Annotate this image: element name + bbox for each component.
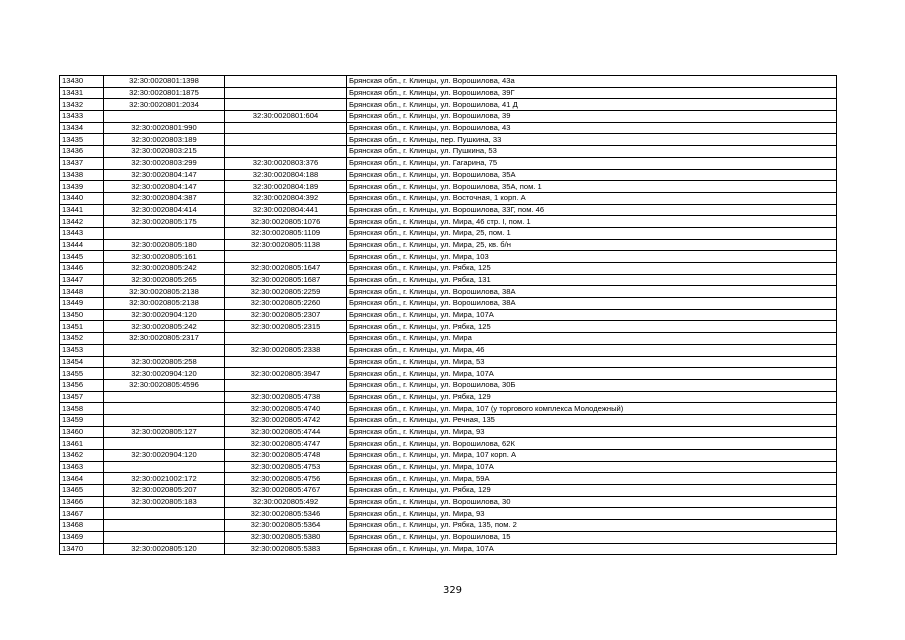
- address-cell: Брянская обл., г. Клинцы, ул. Ворошилова, 35А, пом. 1: [347, 181, 837, 193]
- building-cadastral-number-cell: 32:30:0020804:189: [225, 181, 347, 193]
- row-number-cell: 13461: [60, 438, 104, 450]
- row-number-cell: 13453: [60, 344, 104, 356]
- address-cell: Брянская обл., г. Клинцы, ул. Мира, 93: [347, 508, 837, 520]
- address-cell: Брянская обл., г. Клинцы, ул. Мира, 107А: [347, 368, 837, 380]
- parcel-cadastral-number-cell: 32:30:0020805:175: [104, 216, 225, 228]
- parcel-cadastral-number-cell: [104, 111, 225, 123]
- row-number-cell: 13443: [60, 227, 104, 239]
- row-number-cell: 13464: [60, 473, 104, 485]
- building-cadastral-number-cell: 32:30:0020805:1076: [225, 216, 347, 228]
- address-cell: Брянская обл., г. Клинцы, ул. Ворошилова, 30Б: [347, 379, 837, 391]
- address-cell: Брянская обл., г. Клинцы, ул. Гагарина, 75: [347, 157, 837, 169]
- row-number-cell: 13441: [60, 204, 104, 216]
- row-number-cell: 13459: [60, 414, 104, 426]
- address-cell: Брянская обл., г. Клинцы, ул. Мира, 93: [347, 426, 837, 438]
- parcel-cadastral-number-cell: 32:30:0020803:189: [104, 134, 225, 146]
- parcel-cadastral-number-cell: 32:30:0020803:215: [104, 146, 225, 158]
- row-number-cell: 13431: [60, 87, 104, 99]
- table-row: [60, 496, 837, 508]
- parcel-cadastral-number-cell: [104, 520, 225, 532]
- parcel-cadastral-number-cell: [104, 461, 225, 473]
- parcel-cadastral-number-cell: 32:30:0020805:120: [104, 543, 225, 555]
- table-row: [60, 239, 837, 251]
- table-row: [60, 76, 837, 88]
- row-number-cell: 13444: [60, 239, 104, 251]
- address-cell: Брянская обл., г. Клинцы, ул. Рябка, 129: [347, 485, 837, 497]
- parcel-cadastral-number-cell: 32:30:0020805:258: [104, 356, 225, 368]
- table-row: [60, 286, 837, 298]
- address-cell: Брянская обл., г. Клинцы, ул. Рябка, 131: [347, 274, 837, 286]
- building-cadastral-number-cell: 32:30:0020805:1109: [225, 227, 347, 239]
- building-cadastral-number-cell: 32:30:0020804:441: [225, 204, 347, 216]
- parcel-cadastral-number-cell: 32:30:0020801:1875: [104, 87, 225, 99]
- address-cell: Брянская обл., г. Клинцы, ул. Рябка, 125: [347, 321, 837, 333]
- building-cadastral-number-cell: 32:30:0020805:4740: [225, 403, 347, 415]
- parcel-cadastral-number-cell: 32:30:0020804:414: [104, 204, 225, 216]
- row-number-cell: 13455: [60, 368, 104, 380]
- building-cadastral-number-cell: 32:30:0020805:2260: [225, 298, 347, 310]
- address-cell: Брянская обл., г. Клинцы, пер. Пушкина, 33: [347, 134, 837, 146]
- parcel-cadastral-number-cell: 32:30:0020904:120: [104, 309, 225, 321]
- row-number-cell: 13452: [60, 333, 104, 345]
- table-row: [60, 169, 837, 181]
- table-row: [60, 157, 837, 169]
- building-cadastral-number-cell: 32:30:0020805:2338: [225, 344, 347, 356]
- address-cell: Брянская обл., г. Клинцы, ул. Рябка, 129: [347, 391, 837, 403]
- page-number: 329: [442, 585, 463, 596]
- table-row: [60, 146, 837, 158]
- address-cell: Брянская обл., г. Клинцы, ул. Ворошилова, 43: [347, 122, 837, 134]
- table-row: [60, 274, 837, 286]
- row-number-cell: 13470: [60, 543, 104, 555]
- building-cadastral-number-cell: 32:30:0020805:4748: [225, 450, 347, 462]
- row-number-cell: 13458: [60, 403, 104, 415]
- row-number-cell: 13460: [60, 426, 104, 438]
- table-row: [60, 414, 837, 426]
- table-row: [60, 520, 837, 532]
- row-number-cell: 13430: [60, 76, 104, 88]
- address-cell: Брянская обл., г. Клинцы, ул. Речная, 135: [347, 414, 837, 426]
- parcel-cadastral-number-cell: 32:30:0020805:180: [104, 239, 225, 251]
- parcel-cadastral-number-cell: 32:30:0020904:120: [104, 368, 225, 380]
- building-cadastral-number-cell: 32:30:0020805:5364: [225, 520, 347, 532]
- address-cell: Брянская обл., г. Клинцы, ул. Ворошилова, 33Г, пом. 46: [347, 204, 837, 216]
- table-row: [60, 192, 837, 204]
- parcel-cadastral-number-cell: 32:30:0020805:161: [104, 251, 225, 263]
- row-number-cell: 13436: [60, 146, 104, 158]
- row-number-cell: 13448: [60, 286, 104, 298]
- table-row: [60, 134, 837, 146]
- row-number-cell: 13445: [60, 251, 104, 263]
- building-cadastral-number-cell: [225, 99, 347, 111]
- row-number-cell: 13432: [60, 99, 104, 111]
- building-cadastral-number-cell: 32:30:0020805:5346: [225, 508, 347, 520]
- building-cadastral-number-cell: [225, 356, 347, 368]
- row-number-cell: 13440: [60, 192, 104, 204]
- table-row: [60, 485, 837, 497]
- table-row: [60, 450, 837, 462]
- address-cell: Брянская обл., г. Клинцы, ул. Ворошилова, 39: [347, 111, 837, 123]
- address-cell: Брянская обл., г. Клинцы, ул. Ворошилова, 15: [347, 531, 837, 543]
- address-cell: Брянская обл., г. Клинцы, ул. Ворошилова, 39Г: [347, 87, 837, 99]
- parcel-cadastral-number-cell: 32:30:0021002:172: [104, 473, 225, 485]
- table-row: [60, 298, 837, 310]
- row-number-cell: 13447: [60, 274, 104, 286]
- row-number-cell: 13437: [60, 157, 104, 169]
- row-number-cell: 13450: [60, 309, 104, 321]
- table-row: [60, 263, 837, 275]
- table-row: [60, 251, 837, 263]
- table-row: [60, 344, 837, 356]
- table-row: [60, 216, 837, 228]
- parcel-cadastral-number-cell: 32:30:0020804:147: [104, 169, 225, 181]
- cadastral-table: [59, 75, 837, 555]
- table-row: [60, 204, 837, 216]
- building-cadastral-number-cell: 32:30:0020805:2307: [225, 309, 347, 321]
- address-cell: Брянская обл., г. Клинцы, ул. Мира, 59А: [347, 473, 837, 485]
- building-cadastral-number-cell: 32:30:0020804:188: [225, 169, 347, 181]
- building-cadastral-number-cell: 32:30:0020805:5380: [225, 531, 347, 543]
- table-row: [60, 122, 837, 134]
- address-cell: Брянская обл., г. Клинцы, ул. Мира, 107 (у торгового комплекса Молодежный): [347, 403, 837, 415]
- building-cadastral-number-cell: 32:30:0020805:5383: [225, 543, 347, 555]
- parcel-cadastral-number-cell: 32:30:0020805:2138: [104, 286, 225, 298]
- building-cadastral-number-cell: 32:30:0020805:4738: [225, 391, 347, 403]
- table-row: [60, 403, 837, 415]
- row-number-cell: 13463: [60, 461, 104, 473]
- address-cell: Брянская обл., г. Клинцы, ул. Мира, 46: [347, 344, 837, 356]
- address-cell: Брянская обл., г. Клинцы, ул. Рябка, 135, пом. 2: [347, 520, 837, 532]
- row-number-cell: 13466: [60, 496, 104, 508]
- parcel-cadastral-number-cell: 32:30:0020805:265: [104, 274, 225, 286]
- parcel-cadastral-number-cell: [104, 414, 225, 426]
- address-cell: Брянская обл., г. Клинцы, ул. Мира, 25, пом. 1: [347, 227, 837, 239]
- building-cadastral-number-cell: [225, 333, 347, 345]
- building-cadastral-number-cell: 32:30:0020805:2315: [225, 321, 347, 333]
- parcel-cadastral-number-cell: [104, 438, 225, 450]
- building-cadastral-number-cell: 32:30:0020805:4747: [225, 438, 347, 450]
- building-cadastral-number-cell: [225, 134, 347, 146]
- table-row: [60, 227, 837, 239]
- parcel-cadastral-number-cell: 32:30:0020804:147: [104, 181, 225, 193]
- row-number-cell: 13456: [60, 379, 104, 391]
- address-cell: Брянская обл., г. Клинцы, ул. Пушкина, 53: [347, 146, 837, 158]
- row-number-cell: 13439: [60, 181, 104, 193]
- building-cadastral-number-cell: [225, 122, 347, 134]
- parcel-cadastral-number-cell: 32:30:0020805:183: [104, 496, 225, 508]
- building-cadastral-number-cell: [225, 379, 347, 391]
- table-row: [60, 438, 837, 450]
- building-cadastral-number-cell: [225, 76, 347, 88]
- parcel-cadastral-number-cell: [104, 344, 225, 356]
- parcel-cadastral-number-cell: 32:30:0020805:2317: [104, 333, 225, 345]
- building-cadastral-number-cell: 32:30:0020805:4753: [225, 461, 347, 473]
- parcel-cadastral-number-cell: 32:30:0020801:2034: [104, 99, 225, 111]
- table-row: [60, 333, 837, 345]
- address-cell: Брянская обл., г. Клинцы, ул. Мира, 25, кв. б/н: [347, 239, 837, 251]
- building-cadastral-number-cell: [225, 87, 347, 99]
- address-cell: Брянская обл., г. Клинцы, ул. Мира: [347, 333, 837, 345]
- parcel-cadastral-number-cell: 32:30:0020805:4596: [104, 379, 225, 391]
- row-number-cell: 13454: [60, 356, 104, 368]
- table-row: [60, 87, 837, 99]
- parcel-cadastral-number-cell: 32:30:0020805:207: [104, 485, 225, 497]
- table-row: [60, 321, 837, 333]
- table-row: [60, 391, 837, 403]
- row-number-cell: 13462: [60, 450, 104, 462]
- parcel-cadastral-number-cell: [104, 227, 225, 239]
- building-cadastral-number-cell: 32:30:0020805:1647: [225, 263, 347, 275]
- table-row: [60, 181, 837, 193]
- parcel-cadastral-number-cell: 32:30:0020805:2138: [104, 298, 225, 310]
- building-cadastral-number-cell: 32:30:0020805:4744: [225, 426, 347, 438]
- table-row: [60, 531, 837, 543]
- table-row: [60, 508, 837, 520]
- table-row: [60, 356, 837, 368]
- row-number-cell: 13446: [60, 263, 104, 275]
- building-cadastral-number-cell: 32:30:0020805:492: [225, 496, 347, 508]
- row-number-cell: 13465: [60, 485, 104, 497]
- row-number-cell: 13438: [60, 169, 104, 181]
- table-row: [60, 368, 837, 380]
- address-cell: Брянская обл., г. Клинцы, ул. Мира, 53: [347, 356, 837, 368]
- building-cadastral-number-cell: 32:30:0020805:4767: [225, 485, 347, 497]
- row-number-cell: 13442: [60, 216, 104, 228]
- table-row: [60, 99, 837, 111]
- row-number-cell: 13435: [60, 134, 104, 146]
- parcel-cadastral-number-cell: 32:30:0020805:127: [104, 426, 225, 438]
- address-cell: Брянская обл., г. Клинцы, ул. Ворошилова, 41 Д: [347, 99, 837, 111]
- address-cell: Брянская обл., г. Клинцы, ул. Ворошилова, 35А: [347, 169, 837, 181]
- table-row: [60, 461, 837, 473]
- address-cell: Брянская обл., г. Клинцы, ул. Ворошилова, 62К: [347, 438, 837, 450]
- address-cell: Брянская обл., г. Клинцы, ул. Мира, 46 стр. I, пом. 1: [347, 216, 837, 228]
- building-cadastral-number-cell: 32:30:0020805:4756: [225, 473, 347, 485]
- address-cell: Брянская обл., г. Клинцы, ул. Ворошилова, 38А: [347, 298, 837, 310]
- building-cadastral-number-cell: 32:30:0020803:376: [225, 157, 347, 169]
- building-cadastral-number-cell: 32:30:0020805:4742: [225, 414, 347, 426]
- address-cell: Брянская обл., г. Клинцы, ул. Восточная, 1 корп. А: [347, 192, 837, 204]
- building-cadastral-number-cell: 32:30:0020801:604: [225, 111, 347, 123]
- parcel-cadastral-number-cell: 32:30:0020803:299: [104, 157, 225, 169]
- address-cell: Брянская обл., г. Клинцы, ул. Мира, 107 корп. А: [347, 450, 837, 462]
- table-row: [60, 379, 837, 391]
- table-row: [60, 309, 837, 321]
- parcel-cadastral-number-cell: 32:30:0020904:120: [104, 450, 225, 462]
- address-cell: Брянская обл., г. Клинцы, ул. Ворошилова, 30: [347, 496, 837, 508]
- parcel-cadastral-number-cell: [104, 508, 225, 520]
- table-row: [60, 543, 837, 555]
- address-cell: Брянская обл., г. Клинцы, ул. Рябка, 125: [347, 263, 837, 275]
- parcel-cadastral-number-cell: 32:30:0020804:387: [104, 192, 225, 204]
- parcel-cadastral-number-cell: 32:30:0020805:242: [104, 263, 225, 275]
- row-number-cell: 13434: [60, 122, 104, 134]
- building-cadastral-number-cell: 32:30:0020805:1687: [225, 274, 347, 286]
- address-cell: Брянская обл., г. Клинцы, ул. Ворошилова, 38А: [347, 286, 837, 298]
- parcel-cadastral-number-cell: 32:30:0020805:242: [104, 321, 225, 333]
- parcel-cadastral-number-cell: [104, 391, 225, 403]
- address-cell: Брянская обл., г. Клинцы, ул. Ворошилова, 43а: [347, 76, 837, 88]
- parcel-cadastral-number-cell: [104, 531, 225, 543]
- row-number-cell: 13433: [60, 111, 104, 123]
- table-row: [60, 426, 837, 438]
- row-number-cell: 13467: [60, 508, 104, 520]
- parcel-cadastral-number-cell: [104, 403, 225, 415]
- parcel-cadastral-number-cell: 32:30:0020801:990: [104, 122, 225, 134]
- row-number-cell: 13457: [60, 391, 104, 403]
- parcel-cadastral-number-cell: 32:30:0020801:1398: [104, 76, 225, 88]
- building-cadastral-number-cell: [225, 146, 347, 158]
- table-body: [60, 76, 837, 555]
- row-number-cell: 13451: [60, 321, 104, 333]
- address-cell: Брянская обл., г. Клинцы, ул. Мира, 107А: [347, 461, 837, 473]
- row-number-cell: 13449: [60, 298, 104, 310]
- building-cadastral-number-cell: 32:30:0020805:2259: [225, 286, 347, 298]
- row-number-cell: 13468: [60, 520, 104, 532]
- row-number-cell: 13469: [60, 531, 104, 543]
- building-cadastral-number-cell: 32:30:0020804:392: [225, 192, 347, 204]
- building-cadastral-number-cell: 32:30:0020805:3947: [225, 368, 347, 380]
- building-cadastral-number-cell: 32:30:0020805:1138: [225, 239, 347, 251]
- table-row: [60, 473, 837, 485]
- address-cell: Брянская обл., г. Клинцы, ул. Мира, 107А: [347, 309, 837, 321]
- address-cell: Брянская обл., г. Клинцы, ул. Мира, 103: [347, 251, 837, 263]
- address-cell: Брянская обл., г. Клинцы, ул. Мира, 107А: [347, 543, 837, 555]
- building-cadastral-number-cell: [225, 251, 347, 263]
- table-row: [60, 111, 837, 123]
